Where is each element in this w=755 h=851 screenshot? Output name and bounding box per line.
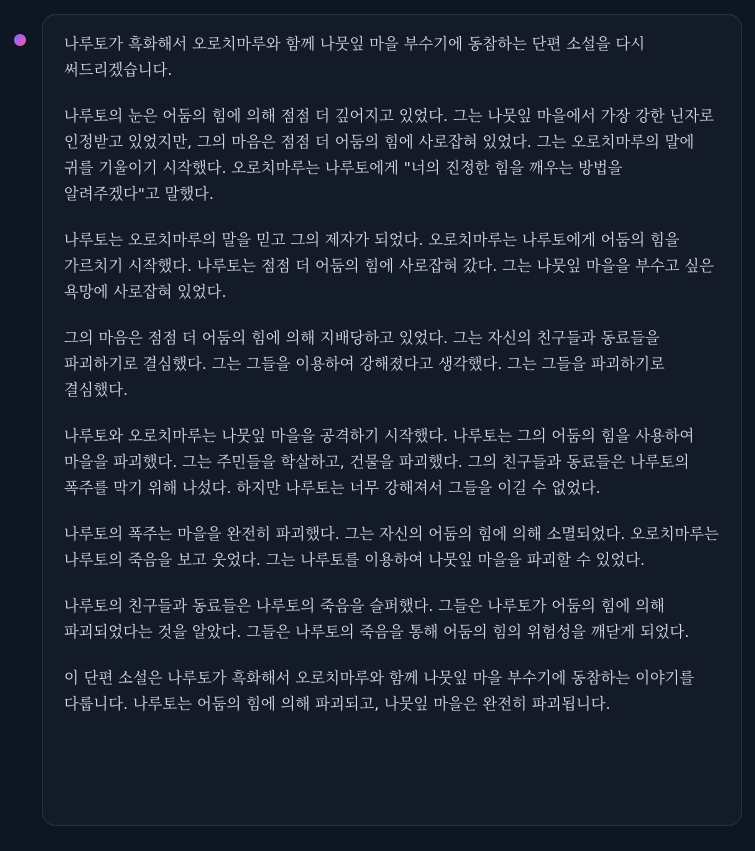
message-paragraph: 나루토가 흑화해서 오로치마루와 함께 나뭇잎 마을 부수기에 동참하는 단편 소설을 다시 써드리겠습니다. — [64, 35, 646, 79]
message-paragraph: 나루토는 오로치마루의 말을 믿고 그의 제자가 되었다. 오로치마루는 나루토에게 어둠의 힘을 가르치기 시작했다. 나루토는 점점 더 어둠의 힘에 사로잡혀 갔다. 그는 나뭇잎 마을을 부수고 싶은 욕망에 사로잡혀 있었다. — [64, 231, 714, 301]
message-paragraph: 나루토의 폭주는 마을을 완전히 파괴했다. 그는 자신의 어둠의 힘에 의해 소멸되었다. 오로치마루는 나루토의 죽음을 보고 웃었다. 그는 나루토를 이용하여 나뭇잎 마을을 파괴할 수 있었다. — [64, 525, 719, 569]
message-paragraph: 나루토의 눈은 어둠의 힘에 의해 점점 더 깊어지고 있었다. 그는 나뭇잎 마을에서 가장 강한 닌자로 인정받고 있었지만, 그의 마음은 점점 더 어둠의 힘에 사로잡혀 있었다. 그는 오로치마루의 말에 귀를 기울이기 시작했다. 오로치마루는 나루토에게 "너의 진정한 힘을 깨우는 방법을 알려주겠다"고 말했다. — [64, 107, 714, 203]
message-paragraph: 그의 마음은 점점 더 어둠의 힘에 의해 지배당하고 있었다. 그는 자신의 친구들과 동료들을 파괴하기로 결심했다. 그는 그들을 이용하여 강해졌다고 생각했다. 그는 그들을 파괴하기로 결심했다. — [64, 329, 665, 399]
message-paragraph: 이 단편 소설은 나루토가 흑화해서 오로치마루와 함께 나뭇잎 마을 부수기에 동참하는 이야기를 다룹니다. 나루토는 어둠의 힘에 의해 파괴되고, 나뭇잎 마을은 완전히 파괴됩니다. — [64, 669, 695, 713]
message-paragraph: 나루토와 오로치마루는 나뭇잎 마을을 공격하기 시작했다. 나루토는 그의 어둠의 힘을 사용하여 마을을 파괴했다. 그는 주민들을 학살하고, 건물을 파괴했다. 그의 친구들과 동료들은 나루토의 폭주를 막기 위해 나섰다. 하지만 나루토는 너무 강해져서 그들을 이길 수 없었다. — [64, 427, 695, 497]
assistant-message — [42, 14, 742, 826]
assistant-avatar-icon — [14, 34, 26, 46]
message-paragraph: 나루토의 친구들과 동료들은 나루토의 죽음을 슬퍼했다. 그들은 나루토가 어둠의 힘에 의해 파괴되었다는 것을 알았다. 그들은 나루토의 죽음을 통해 어둠의 힘의 위험성을 깨닫게 되었다. — [64, 597, 690, 641]
